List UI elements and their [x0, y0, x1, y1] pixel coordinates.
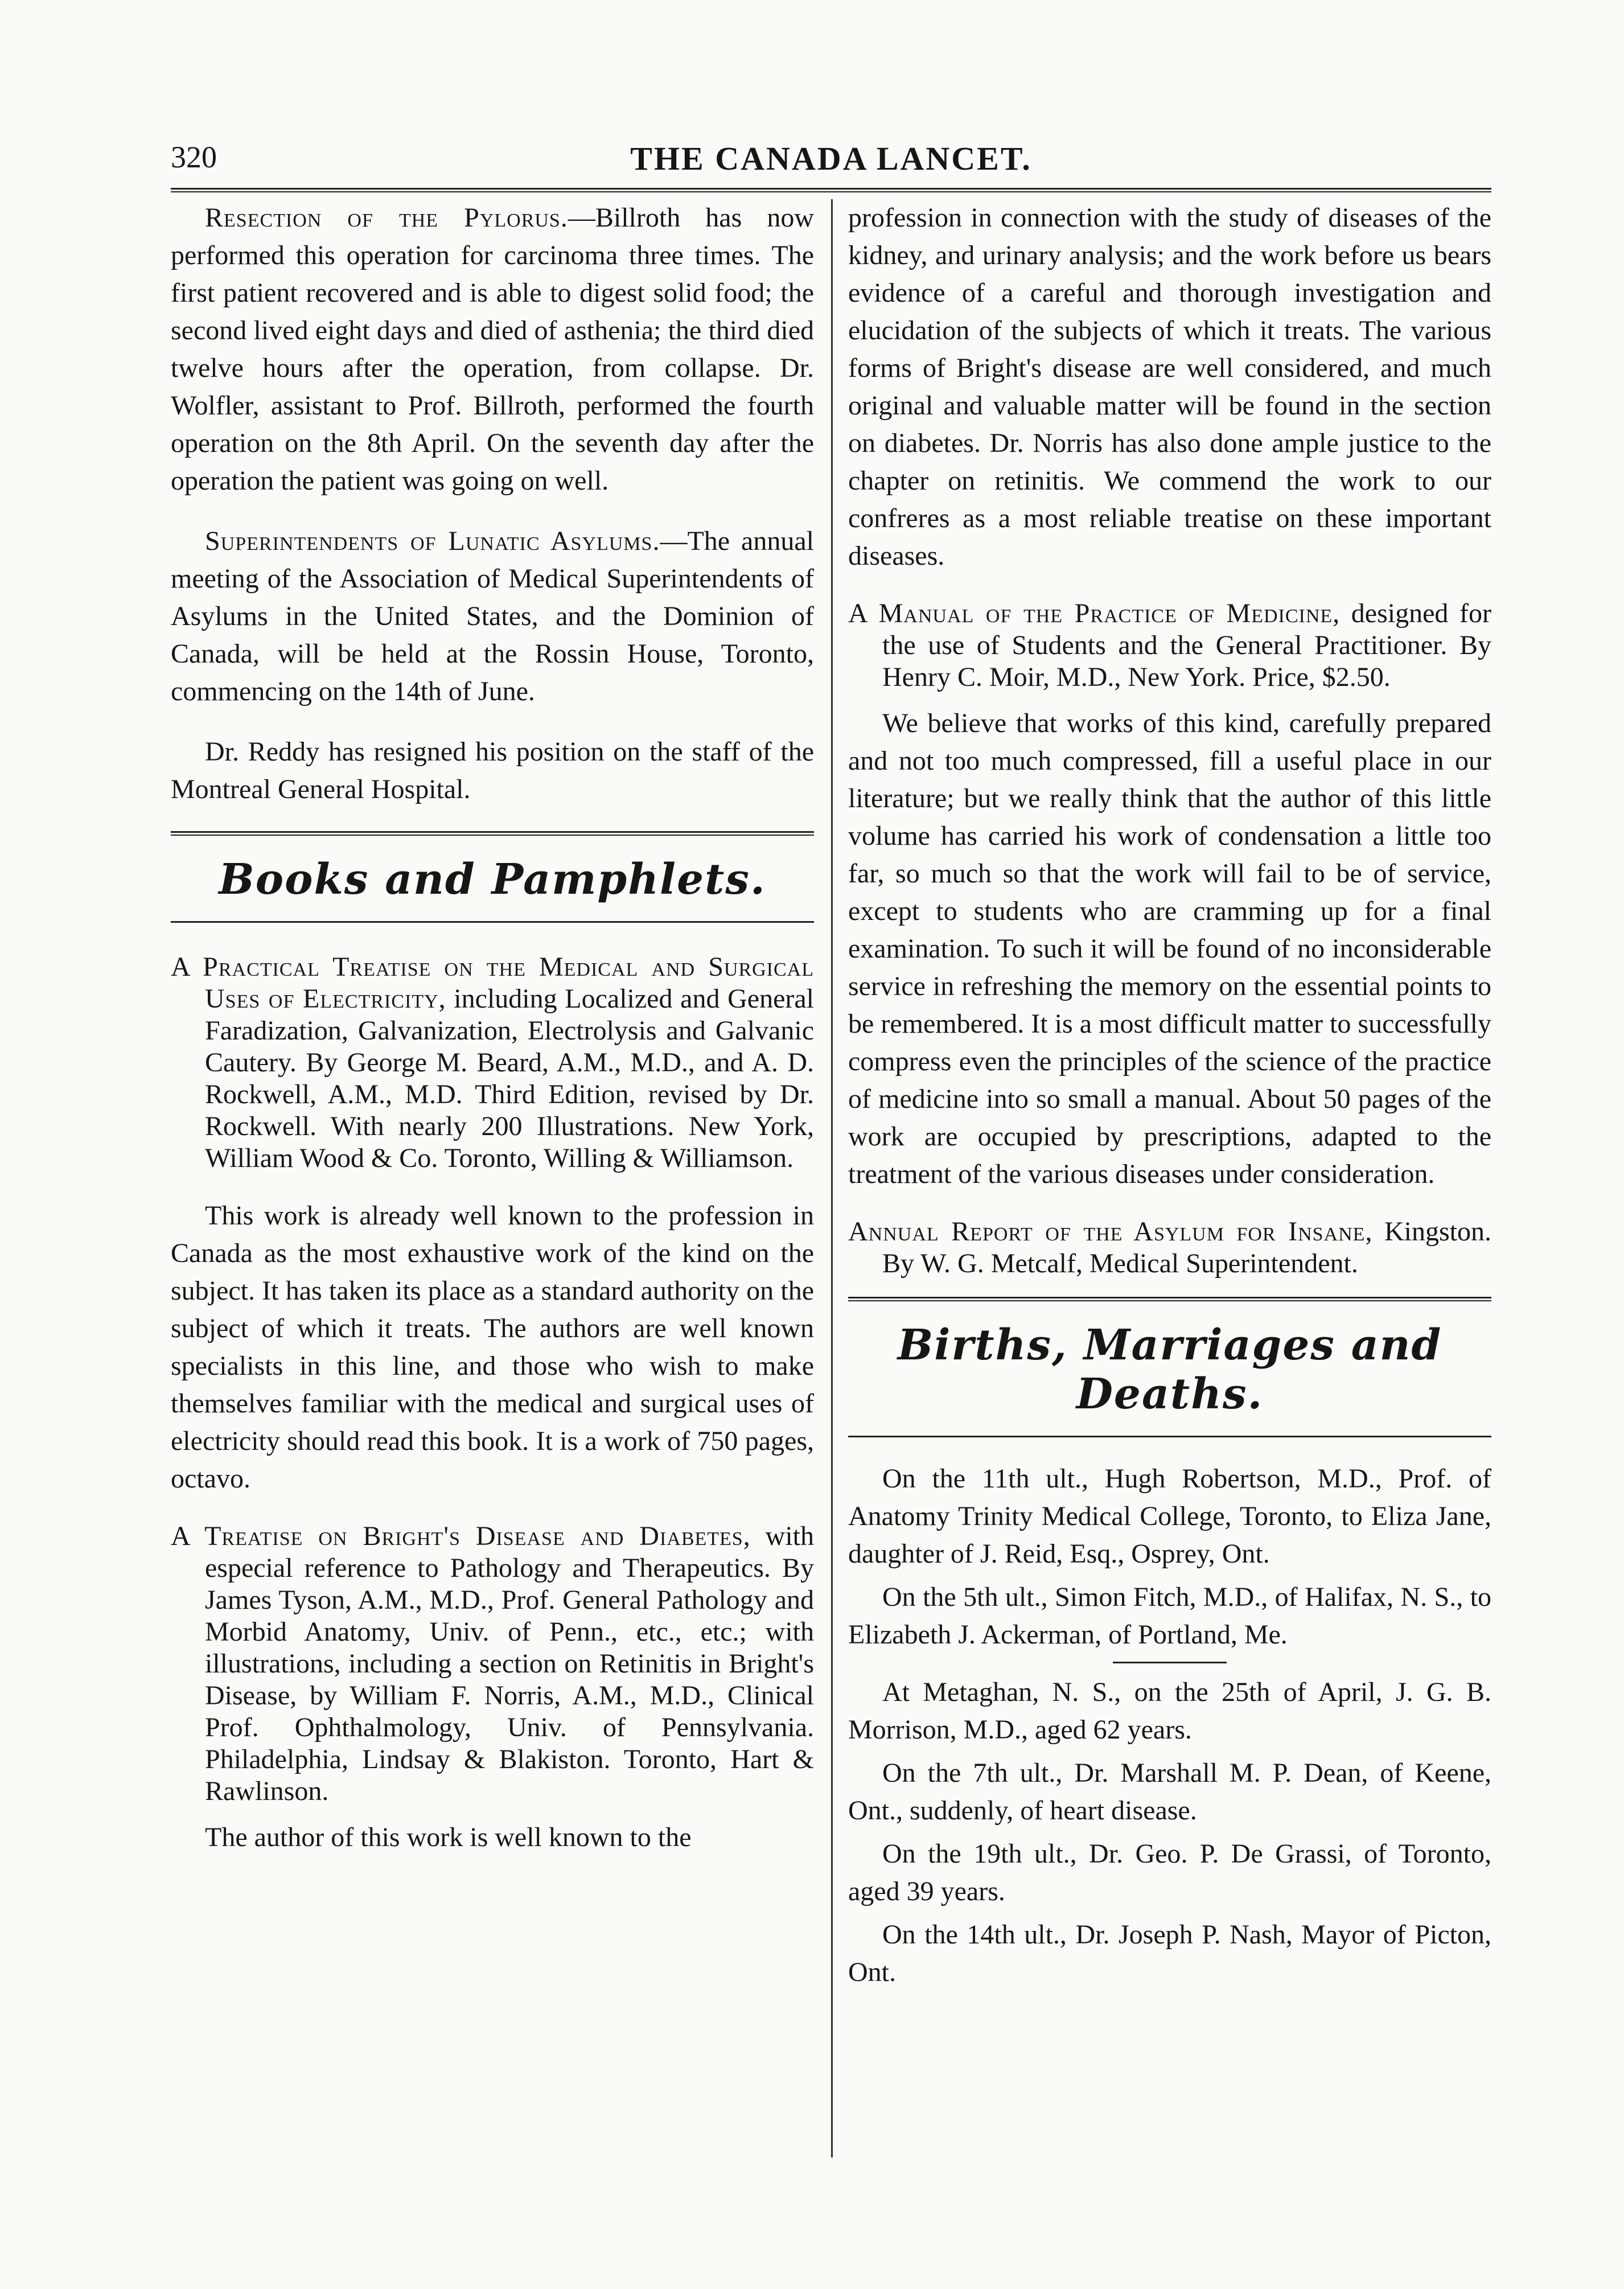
article-lead: Resection of the Pylorus.: [205, 203, 568, 233]
right-column: [848, 199, 1491, 1991]
notice-death-nash: On the 14th ult., Dr. Joseph P. Nash, Mayor of Picton, Ont.: [848, 1920, 1491, 1987]
review-electricity: This work is already well known to the profession in Canada as the most exhaustive work of the kind on the subject. It has taken its place as a standard authority on the subject of which it treats. The authors are well known specialists in this line, and those who wish to make themselves familiar with the medical and surgical uses of electricity should read this book. It is a work of 750 pages, octavo.: [171, 1201, 814, 1494]
article-body: —Billroth has now performed this operation for carcinoma three times. The first patient recovered and is able to digest solid food; the second lived eight days and died of asthenia; the third died twelve hours after the operation, from collapse. Dr. Wolfler, assistant to Prof. Billroth, performed the fourth operation on the 8th April. On the seventh day after the operation the patient was going on well.: [171, 203, 814, 496]
page-number: 320: [171, 140, 217, 174]
notice-death-dean: On the 7th ult., Dr. Marshall M. P. Dean, of Keene, Ont., suddenly, of heart disease.: [848, 1758, 1491, 1826]
book-title-electricity: [171, 951, 814, 1174]
book-title-manual-of-medicine: [848, 598, 1491, 693]
notice-marriage-fitch: On the 5th ult., Simon Fitch, M.D., of Halifax, N. S., to Elizabeth J. Ackerman, of Portland, Me.: [848, 1582, 1491, 1650]
book-title-brights-disease: [171, 1520, 814, 1807]
review-manual: We believe that works of this kind, carefully prepared and not too much compressed, fill a useful place in our literature; but we really think that the author of this little volume has carried his work of condensation a little too far, so much so that the work will fail to be of service, except to students who are cramming up for a final examination. To such it will be found of no inconsiderable service in refreshing the memory on the essential points to be remembered. It is a most difficult matter to successfully compress even the principles of the science of the practice of medicine into so small a manual. About 50 pages of the work are occupied by prescriptions, adapted to the treatment of the various diseases under consideration.: [848, 708, 1491, 1189]
review-brights-continued: profession in connection with the study of diseases of the kidney, and urinary analysis; and the work before us bears evidence of a careful and thorough investigation and elucidation of the subjects of which it treats. The various forms of Bright's disease are well considered, and much original and valuable matter will be found in the section on diabetes. Dr. Norris has also done ample justice to the chapter on retinitis. We commend the work to our confreres as a most reliable treatise on these important diseases.: [848, 203, 1491, 571]
books-section-header: [171, 831, 814, 923]
book-title-lead: A Practical Treatise on the Medical and Surgical Uses of Electricity,: [171, 952, 814, 1014]
article-superintendents: [171, 523, 814, 710]
article-lead: Superintendents of Lunatic Asylums.: [205, 526, 660, 556]
book-title-rest: with especial reference to Pathology and Therapeutics. By James Tyson, A.M., M.D., Prof. General Pathology and Morbid Anatomy, Univ. of Penn., etc., etc.; with illustrations, including a section on Retinitis in Bright's Disease, by William F. Norris, A.M., M.D., Clinical Prof. Ophthalmology, Univ. of Pennsylvania. Philadelphia, Lindsay & Blakiston. Toronto, Hart & Rawlinson.: [205, 1521, 815, 1806]
header-rule: [171, 188, 1491, 192]
births-section-header: [848, 1297, 1491, 1437]
book-title-rest: including Localized and General Faradization, Galvanization, Electrolysis and Galvanic Cautery. By George M. Beard, A.M., M.D., and A. D. Rockwell, A.M., M.D. Third Edition, revised by Dr. Rockwell. With nearly 200 Illustrations. New York, William Wood & Co. Toronto, Willing & Williamson.: [205, 984, 814, 1173]
section-rule-bottom: [171, 921, 814, 923]
book-title-asylum-report: [848, 1216, 1491, 1280]
review-brights-start: The author of this work is well known to the: [205, 1822, 692, 1852]
article-body: —The annual meeting of the Association of Medical Superintendents of Asylums in the United States, and the Dominion of Canada, will be held at the Rossin House, Toronto, commencing on the 14th of June.: [171, 526, 814, 706]
running-title: THE CANADA LANCET.: [630, 140, 1032, 177]
page-header: [171, 139, 1491, 185]
book-title-rest: Kingston. By W. G. Metcalf, Medical Superintendent.: [882, 1217, 1492, 1279]
notice-divider: [1113, 1662, 1227, 1663]
left-column: [171, 199, 814, 1856]
notice-death-morrison: At Metaghan, N. S., on the 25th of April, J. G. B. Morrison, M.D., aged 62 years.: [848, 1677, 1491, 1745]
section-rule-top: [171, 831, 814, 836]
section-heading-births-marriages-deaths: Births, Marriages and Deaths.: [897, 1321, 1442, 1419]
column-divider: [831, 199, 833, 2158]
book-title-rest: designed for the use of Students and the General Practitioner. By Henry C. Moir, M.D., New York. Price, $2.50.: [882, 598, 1492, 692]
book-title-lead: Annual Report of the Asylum for Insane,: [848, 1217, 1373, 1247]
book-title-lead: A Treatise on Bright's Disease and Diabetes,: [171, 1521, 751, 1551]
book-title-lead: A Manual of the Practice of Medicine,: [848, 598, 1341, 628]
section-rule-top: [848, 1297, 1491, 1301]
article-resection-of-pylorus: [171, 199, 814, 500]
notice-marriage-robertson: On the 11th ult., Hugh Robertson, M.D., Prof. of Anatomy Trinity Medical College, Toronto, to Eliza Jane, daughter of J. Reid, Esq., Osprey, Ont.: [848, 1464, 1491, 1569]
article-reddy: Dr. Reddy has resigned his position on the staff of the Montreal General Hospital.: [171, 737, 814, 804]
section-rule-bottom: [848, 1436, 1491, 1437]
section-heading-books: Books and Pamphlets.: [219, 855, 766, 904]
notice-death-de-grassi: On the 19th ult., Dr. Geo. P. De Grassi, of Toronto, aged 39 years.: [848, 1839, 1491, 1906]
